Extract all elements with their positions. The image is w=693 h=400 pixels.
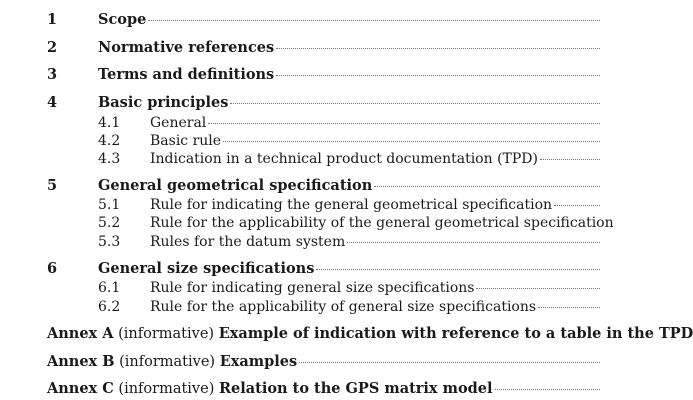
annex-label: Annex A [47, 325, 114, 342]
toc-entry-number: 6.1 [98, 280, 121, 296]
toc-entry-number: 5.3 [98, 234, 121, 250]
dot-leader [276, 48, 600, 49]
annex-qualifier: (informative) [118, 326, 215, 342]
toc-entry-title: Examples [219, 353, 298, 370]
dot-leader [554, 205, 600, 206]
dot-leader [299, 362, 600, 363]
toc-entry-title: Scope [98, 11, 147, 28]
dot-leader [347, 242, 600, 243]
annex-qualifier: (informative) [119, 354, 216, 370]
dot-leader [223, 141, 600, 142]
toc-entry-number: 5.1 [98, 197, 121, 213]
dot-leader [230, 103, 600, 104]
toc-entry-title: Terms and definitions [98, 66, 275, 83]
dot-leader [540, 159, 600, 160]
toc-entry-number: 4 [47, 94, 58, 111]
toc-entry-number: 5.2 [98, 215, 121, 231]
toc-entry-title: General size specifications [98, 260, 315, 277]
toc-entry-title: Indication in a technical product documentation (TPD) [150, 151, 538, 167]
toc-entry-title: Rules for the datum system [150, 234, 346, 250]
toc-entry-number: 1 [47, 11, 58, 28]
toc-entry-number: 6.2 [98, 299, 121, 315]
toc-entry-title: Rule for the applicability of the general geometrical specification [150, 215, 614, 231]
dot-leader [495, 389, 600, 390]
toc-entry-title: Basic principles [98, 94, 229, 111]
dot-leader [538, 307, 600, 308]
toc-entry-title: Basic rule [150, 133, 222, 149]
toc-entry-title: General [150, 115, 207, 131]
toc-entry-number: 2 [47, 39, 58, 56]
toc-entry-title: General geometrical specification [98, 177, 373, 194]
dot-leader [208, 123, 600, 124]
toc-entry-title: Relation to the GPS matrix model [218, 380, 493, 397]
toc-entry-title: Example of indication with reference to a table in the TPD [218, 325, 693, 342]
toc-entry-title: Rule for the applicability of general size specifications [150, 299, 537, 315]
dot-leader [476, 288, 600, 289]
dot-leader [148, 20, 600, 21]
annex-label: Annex B [47, 353, 115, 370]
toc-entry-title: Rule for indicating the general geometrical specification [150, 197, 553, 213]
toc-entry-title: Rule for indicating general size specifications [150, 280, 475, 296]
dot-leader [276, 75, 600, 76]
toc-entry-number: 4.1 [98, 115, 121, 131]
annex-qualifier: (informative) [118, 381, 215, 397]
toc-entry-number: 6 [47, 260, 58, 277]
toc-entry-number: 5 [47, 177, 58, 194]
annex-label: Annex C [47, 380, 114, 397]
toc-entry-number: 4.3 [98, 151, 121, 167]
dot-leader [374, 186, 600, 187]
dot-leader [316, 269, 600, 270]
toc-entry-number: 3 [47, 66, 58, 83]
toc-entry-number: 4.2 [98, 133, 121, 149]
toc-entry-title: Normative references [98, 39, 275, 56]
